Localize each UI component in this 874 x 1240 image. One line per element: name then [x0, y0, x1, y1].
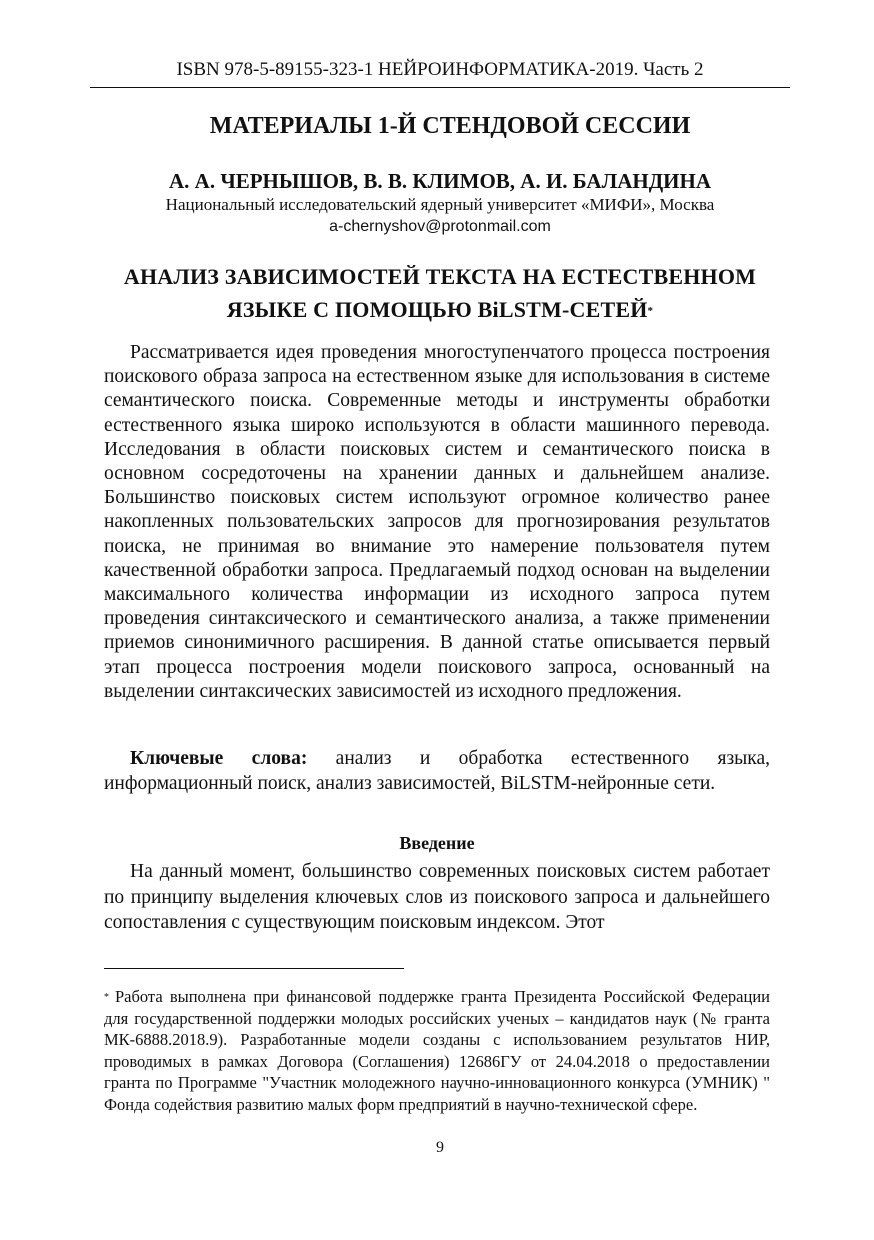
keywords-text: анализ и обработка естественного языка, информационный поиск, анализ зависимостей, BiLSTM-нейронные сети. — [104, 748, 770, 794]
header-rule — [90, 87, 790, 88]
footnote — [104, 986, 770, 1116]
page-number: 9 — [436, 1139, 444, 1156]
affiliation: Национальный исследовательский ядерный университет «МИФИ», Москва — [165, 195, 715, 214]
abstract: Рассматривается идея проведения многоступенчатого процесса построения поискового образа запроса на естественном языке для использования в системе семантического поиска. Современные методы и инструменты обработки естественного языка широко используются в области машинного перевода. Исследования в области поисковых систем и семантического поиска в основном сосредоточены на хранении данных и дальнейшем анализе. Большинство поисковых систем используют огромное количество ранее накопленных пользовательских запросов для прогнозирования результатов поиска, не принимая во внимание это намерение пользователя путем качественной обработки запроса. Предлагаемый подход основан на выделении максимального количества информации из исходного запроса путем проведения синтаксического и семантического анализа, а также применении приемов синонимичного расширения. В данной статье описывается первый этап процесса построения модели поискового запроса, основанный на выделении синтаксических зависимостей из исходного предложения. — [104, 342, 770, 702]
introduction-heading: Введение — [399, 833, 475, 853]
footnote-mark: * — [104, 992, 109, 1003]
title-footnote-mark: * — [647, 305, 654, 317]
section-title: МАТЕРИАЛЫ 1-Й СТЕНДОВОЙ СЕССИИ — [209, 113, 691, 139]
running-header: ISBN 978-5-89155-323-1 НЕЙРОИНФОРМАТИКА-2019. Часть 2 — [176, 59, 704, 80]
authors: А. А. ЧЕРНЫШОВ, В. В. КЛИМОВ, А. И. БАЛАНДИНА — [168, 169, 712, 193]
paper-title — [100, 260, 780, 326]
footnote-rule — [104, 968, 404, 969]
footnote-text: Работа выполнена при финансовой поддержке гранта Президента Российской Федерации для государственной поддержки молодых российских ученых – кандидатов наук (№ гранта МК-6888.2018.9). Разработанные модели созданы с использованием результатов НИР, проводимых в рамках Договора (Соглашения) 12686ГУ от 24.04.2018 о предоставлении гранта по Программе "Участник молодежного научно-инновационного конкурса (УМНИК) " Фонда содействия развитию малых форм предприятий в научно-технической сфере. — [104, 987, 770, 1114]
paper-title-line-2-text: ЯЗЫКЕ С ПОМОЩЬЮ BiLSTM-СЕТЕЙ — [226, 297, 648, 322]
paper-title-line-2 — [100, 293, 780, 326]
paper-title-line-1: АНАЛИЗ ЗАВИСИМОСТЕЙ ТЕКСТА НА ЕСТЕСТВЕННОМ — [123, 264, 757, 289]
introduction-text: На данный момент, большинство современных поисковых систем работает по принципу выделения ключевых слов из поискового запроса и дальнейшего сопоставления с существующим поисковым индексом. Этот — [104, 861, 770, 934]
author-email: a-chernyshov@protonmail.com — [329, 218, 551, 235]
keywords-label: Ключевые слова: — [130, 748, 308, 769]
keywords — [104, 746, 770, 796]
